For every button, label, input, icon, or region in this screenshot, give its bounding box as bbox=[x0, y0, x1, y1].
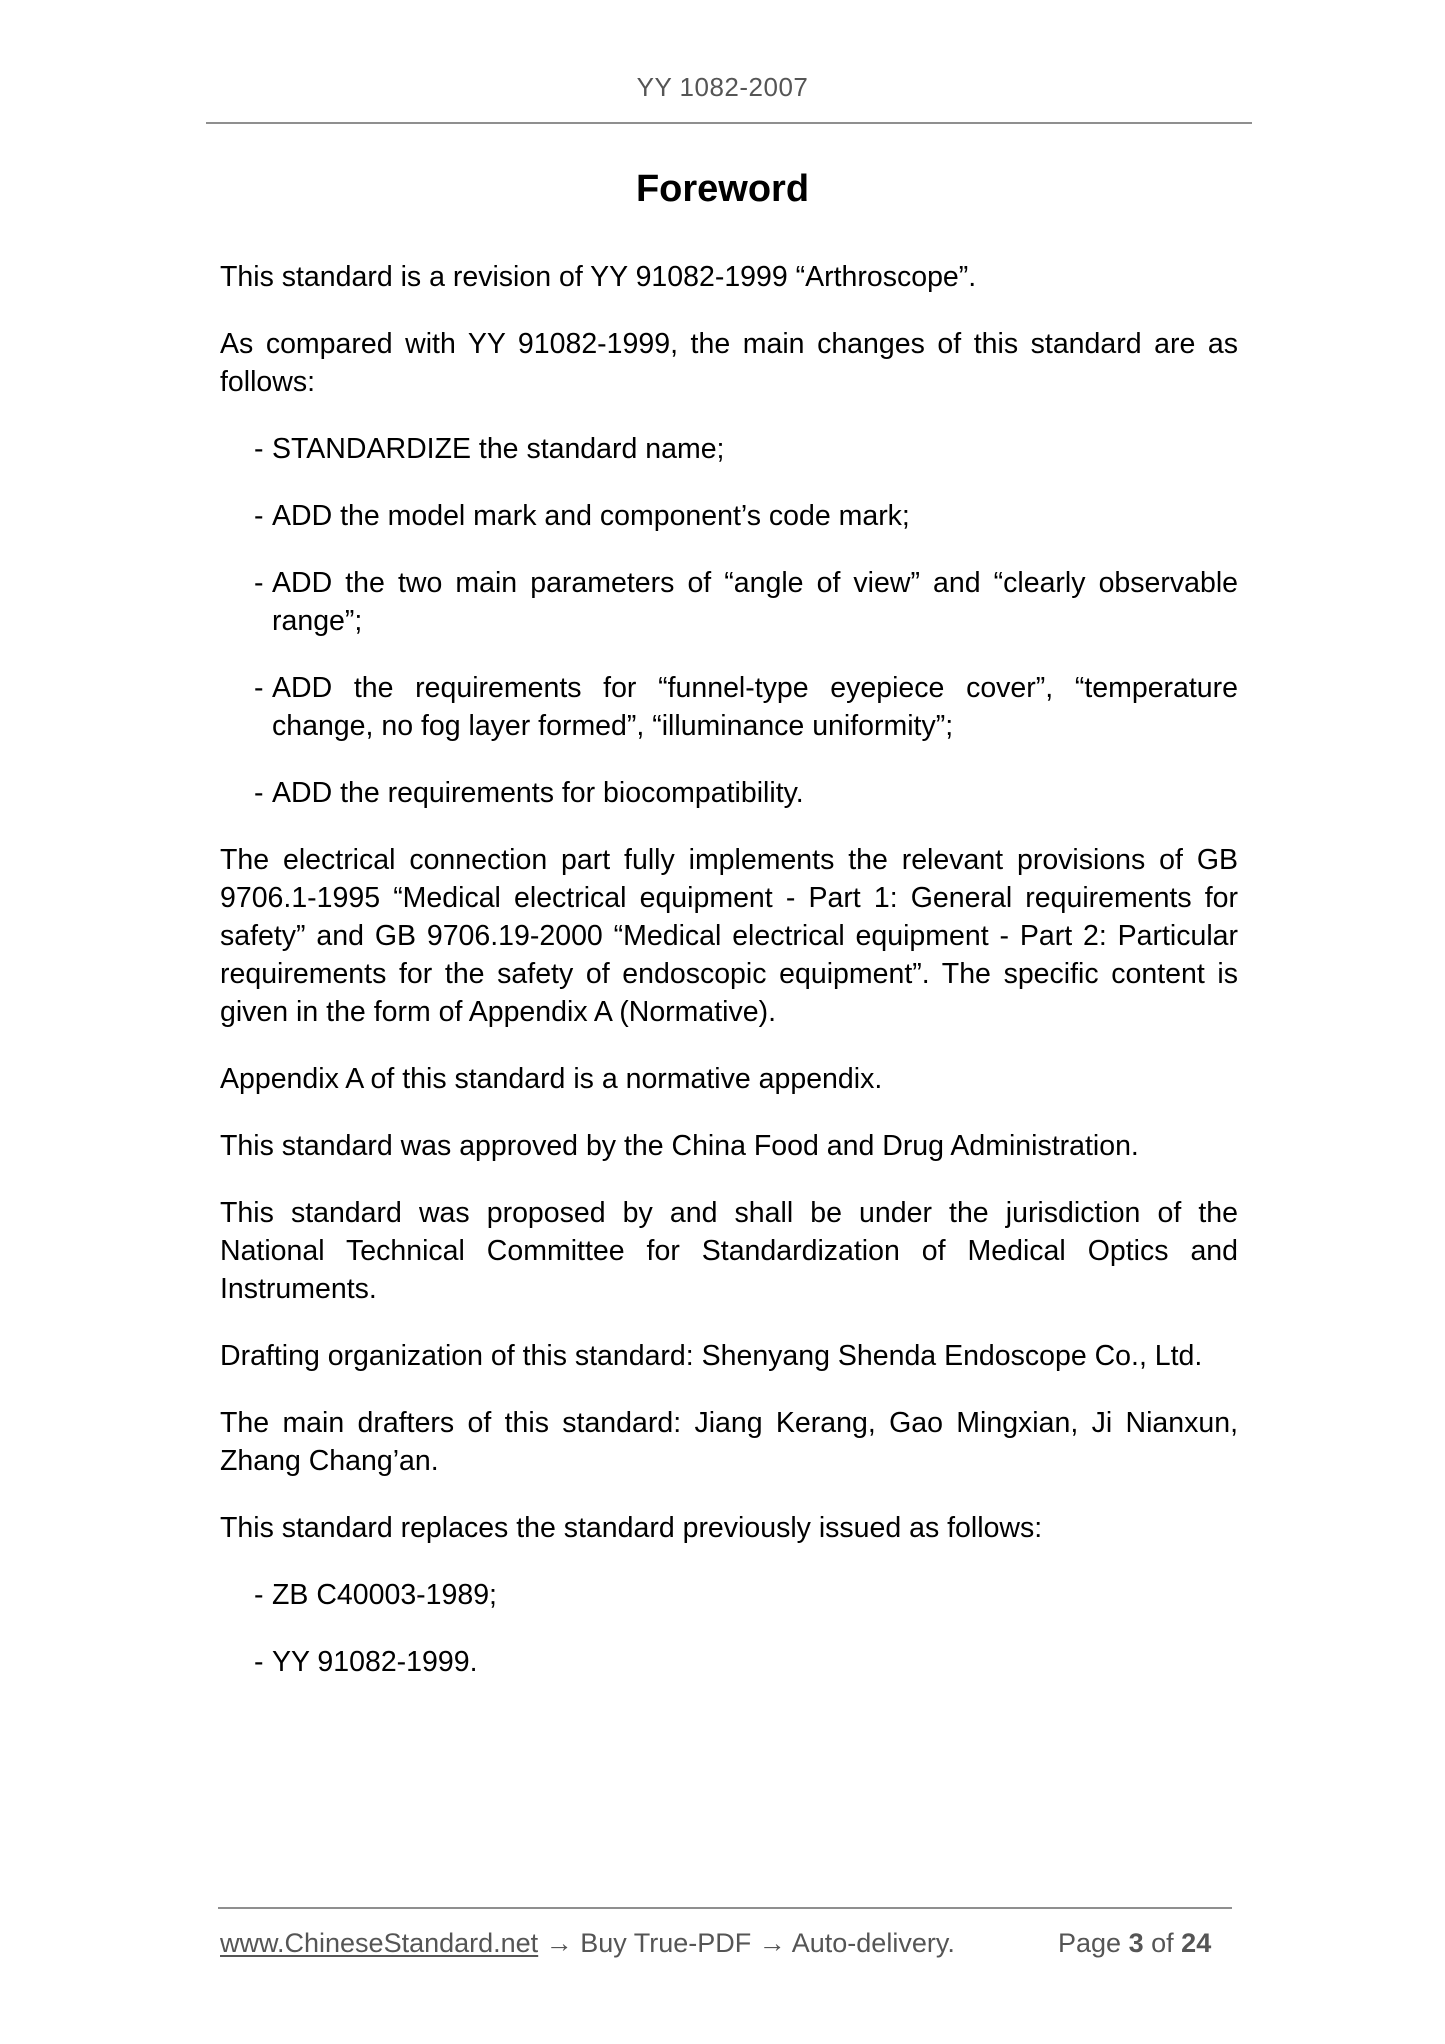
page-title: Foreword bbox=[635, 168, 810, 210]
website-link[interactable]: www.ChineseStandard.net bbox=[220, 1928, 539, 1958]
paragraph-appendix: Appendix A of this standard is a normative appendix. bbox=[220, 1063, 883, 1095]
list-item: - ZB C40003-1989; bbox=[220, 1576, 1238, 1614]
page-label: Page bbox=[1058, 1928, 1122, 1958]
page-indicator bbox=[1058, 1928, 1211, 1959]
document-code: YY 1082-2007 bbox=[636, 72, 809, 102]
page-total: 24 bbox=[1181, 1928, 1212, 1958]
dash-marker: - bbox=[254, 1646, 264, 1678]
foreword-body bbox=[220, 258, 1238, 1710]
paragraph-approval: This standard was approved by the China Food and Drug Administration. bbox=[220, 1130, 1139, 1162]
page-current: 3 bbox=[1128, 1928, 1144, 1958]
paragraph-jurisdiction: This standard was proposed by and shall be under the jurisdiction of the National Technical Committee for Standardization of Medical Optics and Instruments. bbox=[220, 1197, 1238, 1305]
dash-marker: - bbox=[254, 1579, 264, 1611]
dash-marker: - bbox=[254, 777, 264, 809]
list-item: - ADD the model mark and component’s code mark; bbox=[220, 497, 1238, 535]
paragraph-changes-intro: As compared with YY 91082-1999, the main changes of this standard are as follows: bbox=[220, 328, 1238, 398]
paragraph-revision: This standard is a revision of YY 91082-1999 “Arthroscope”. bbox=[220, 261, 977, 293]
list-item: - YY 91082-1999. bbox=[220, 1643, 1238, 1681]
list-item: - STANDARDIZE the standard name; bbox=[220, 430, 1238, 468]
dash-marker: - bbox=[254, 433, 264, 465]
dash-marker: - bbox=[254, 500, 264, 532]
footer-tagline: → Buy True-PDF → Auto-delivery. bbox=[545, 1928, 955, 1958]
dash-marker: - bbox=[254, 672, 264, 704]
dash-marker: - bbox=[254, 567, 264, 599]
list-item: - ADD the requirements for biocompatibility. bbox=[220, 774, 1238, 812]
paragraph-drafting-org: Drafting organization of this standard: Shenyang Shenda Endoscope Co., Ltd. bbox=[220, 1340, 1203, 1372]
paragraph-drafters: The main drafters of this standard: Jiang Kerang, Gao Mingxian, Ji Nianxun, Zhang Chang’an. bbox=[220, 1407, 1238, 1477]
header-divider bbox=[206, 122, 1252, 124]
paragraph-electrical: The electrical connection part fully implements the relevant provisions of GB 9706.1-1995 “Medical electrical equipment - Part 1: General requirements for safety” and GB 9706.19-2000 “Medical electrical equipment - Part 2: Particular requirements for the safety of endoscopic equipment”. The specific content is given in the form of Appendix A (Normative). bbox=[220, 844, 1238, 1028]
footer-divider bbox=[218, 1907, 1232, 1909]
list-item: - ADD the requirements for “funnel-type eyepiece cover”, “temperature change, no fog layer formed”, “illuminance uniformity”; bbox=[220, 669, 1238, 745]
paragraph-replaces: This standard replaces the standard previously issued as follows: bbox=[220, 1512, 1043, 1544]
page-of: of bbox=[1151, 1928, 1174, 1958]
list-item: - ADD the two main parameters of “angle of view” and “clearly observable range”; bbox=[220, 564, 1238, 640]
footer-promo bbox=[220, 1928, 955, 1959]
